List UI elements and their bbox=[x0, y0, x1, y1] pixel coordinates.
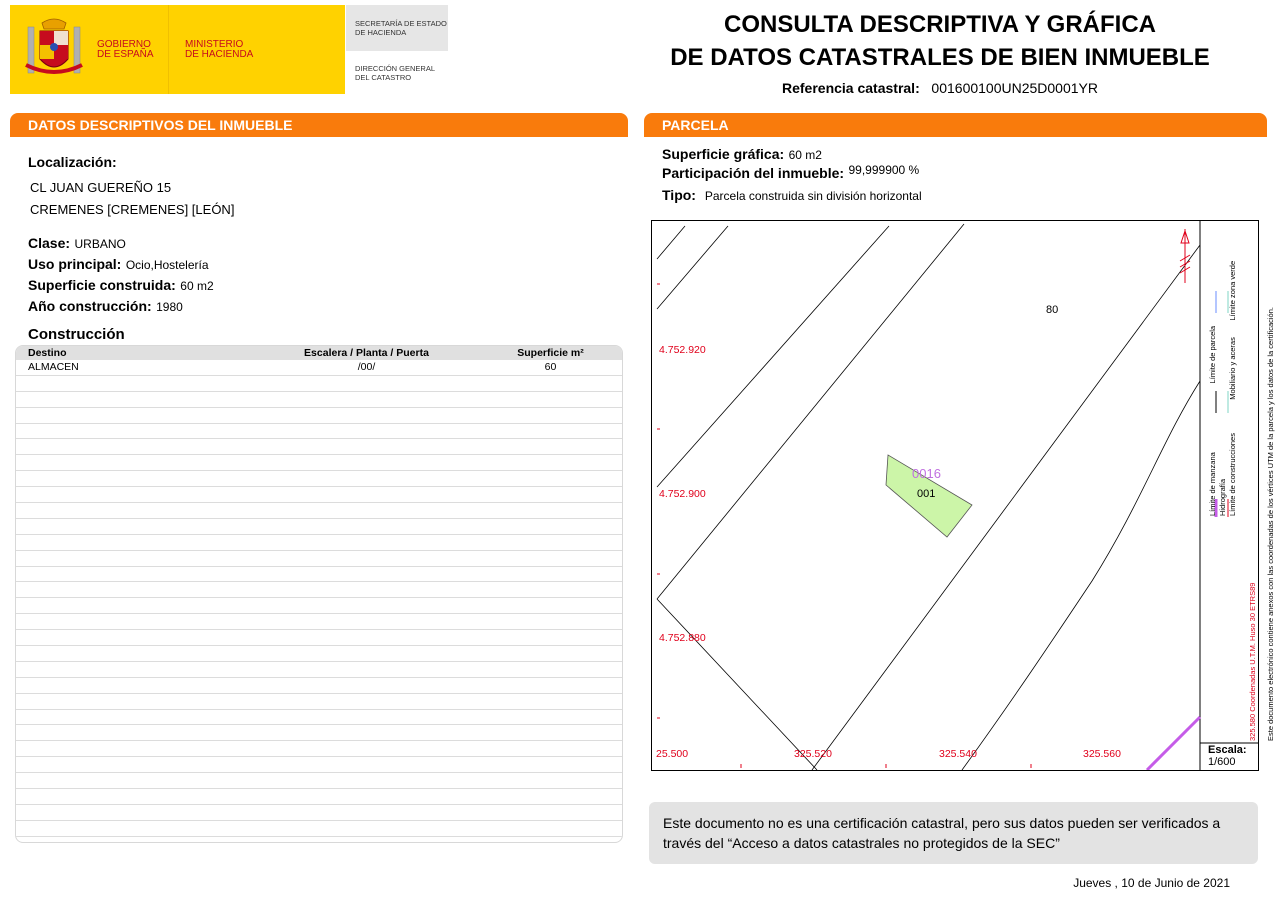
legend-mobiliario: Mobiliario y aceras bbox=[1228, 337, 1237, 400]
table-row bbox=[16, 535, 622, 551]
table-row bbox=[16, 424, 622, 440]
construccion-table bbox=[15, 345, 623, 843]
table-row bbox=[16, 408, 622, 424]
y-label: 4.752.920 bbox=[659, 344, 706, 356]
legend-manzana: Límite de manzana bbox=[1208, 452, 1217, 516]
address-line-2: CREMENES [CREMENES] [LEÓN] bbox=[30, 202, 235, 217]
table-row bbox=[16, 630, 622, 646]
document-date: Jueves , 10 de Junio de 2021 bbox=[1073, 876, 1230, 890]
coords-note: 325.580 Coordenadas U.T.M. Huso 30 ETRS89 bbox=[1248, 582, 1257, 741]
table-header bbox=[16, 346, 622, 360]
logo-divider bbox=[168, 5, 169, 94]
map-line bbox=[812, 245, 1200, 770]
coat-of-arms-icon bbox=[22, 15, 86, 83]
map-line bbox=[657, 226, 685, 259]
table-row bbox=[16, 662, 622, 678]
legend-construcciones: Límite de construcciones bbox=[1228, 433, 1237, 516]
table-row bbox=[16, 582, 622, 598]
legend-parcela: Límite de parcela bbox=[1208, 325, 1217, 384]
header-escalera: Escalera / Planta / Puerta bbox=[304, 347, 429, 359]
y-label: 4.752.900 bbox=[659, 488, 706, 500]
x-label: 325.560 bbox=[1083, 748, 1121, 760]
table-row bbox=[16, 376, 622, 392]
table-row bbox=[16, 678, 622, 694]
cell-escalera: /00/ bbox=[357, 361, 376, 373]
legend-zona-verde: Límite zona verde bbox=[1228, 260, 1237, 321]
x-label: 25.500 bbox=[656, 748, 689, 760]
superficie-row: Superficie construida: 60 m2 bbox=[28, 277, 214, 293]
clase-row: Clase: URBANO bbox=[28, 235, 126, 251]
table-row bbox=[16, 757, 622, 773]
x-label: 325.540 bbox=[939, 748, 977, 760]
north-arrow-icon bbox=[1180, 229, 1190, 283]
parcel-number-label: 80 bbox=[1046, 304, 1059, 316]
y-label: 4.752.880 bbox=[659, 632, 706, 644]
ministerio-text: MINISTERIO DE HACIENDA bbox=[185, 39, 254, 60]
table-row bbox=[16, 805, 622, 821]
localizacion-label: Localización: bbox=[28, 154, 117, 170]
cell-superficie: 60 bbox=[544, 361, 557, 373]
table-row bbox=[16, 694, 622, 710]
table-row bbox=[16, 567, 622, 583]
map-line bbox=[657, 599, 817, 770]
table-row bbox=[16, 773, 622, 789]
map-line bbox=[657, 226, 889, 487]
tipo-row: Tipo: Parcela construida sin división horizontal bbox=[662, 187, 922, 203]
cadastral-map[interactable] bbox=[651, 220, 1275, 771]
table-row bbox=[16, 519, 622, 535]
header-destino: Destino bbox=[28, 347, 67, 359]
header-superficie: Superficie m² bbox=[517, 347, 584, 359]
uso-row: Uso principal: Ocio,Hostelería bbox=[28, 256, 209, 272]
escala-box: Escala: 1/600 bbox=[1208, 744, 1247, 768]
table-row bbox=[16, 471, 622, 487]
superficie-grafica-row: Superficie gráfica: 60 m2 bbox=[662, 146, 822, 162]
cell-destino: ALMACEN bbox=[28, 361, 79, 373]
inmueble-section-header: DATOS DESCRIPTIVOS DEL INMUEBLE bbox=[10, 113, 628, 137]
table-row bbox=[16, 725, 622, 741]
verification-note: Este documento no es una certificación catastral, pero sus datos pueden ser verificados a través del “Acceso a datos catastrales no protegidos de la SEC” bbox=[649, 802, 1258, 864]
table-row bbox=[16, 741, 622, 757]
table-row bbox=[16, 551, 622, 567]
table-row bbox=[16, 614, 622, 630]
table-body bbox=[16, 360, 622, 837]
parcel-code-label: 0016 bbox=[912, 466, 941, 481]
table-row bbox=[16, 360, 622, 376]
table-row bbox=[16, 392, 622, 408]
map-line bbox=[657, 224, 964, 599]
address-line-1: CL JUAN GUEREÑO 15 bbox=[30, 180, 172, 195]
map-legend bbox=[1208, 231, 1275, 741]
gobierno-text: GOBIERNO DE ESPAÑA bbox=[97, 39, 154, 60]
referencia-catastral: Referencia catastral: 001600100UN25D0001YR bbox=[782, 80, 1098, 96]
construccion-title: Construcción bbox=[28, 326, 125, 343]
table-row bbox=[16, 789, 622, 805]
map-line bbox=[962, 381, 1200, 770]
table-row bbox=[16, 710, 622, 726]
parcela-section-header: PARCELA bbox=[644, 113, 1267, 137]
legend-hidrografia: Hidrografía bbox=[1218, 478, 1227, 516]
map-line bbox=[657, 226, 728, 309]
electronic-note: Este documento electrónico contiene anexos con las coordenadas de los vértices UTM de la parcela y los datos de la certificación. bbox=[1266, 307, 1275, 741]
table-row bbox=[16, 455, 622, 471]
x-label: 325.520 bbox=[794, 748, 832, 760]
building-code-label: 001 bbox=[917, 488, 936, 500]
map-canvas bbox=[652, 221, 1258, 770]
table-row bbox=[16, 821, 622, 837]
manzana-line bbox=[1147, 717, 1200, 770]
participacion-row: Participación del inmueble: $^{99,999900 \%}$ bbox=[662, 163, 920, 181]
direccion-text: DIRECCIÓN GENERAL DEL CATASTRO bbox=[355, 64, 436, 82]
table-row bbox=[16, 598, 622, 614]
secretaria-text: SECRETARÍA DE ESTADO DE HACIENDA bbox=[355, 19, 447, 37]
table-row bbox=[16, 646, 622, 662]
table-row bbox=[16, 439, 622, 455]
table-row bbox=[16, 487, 622, 503]
anio-row: Año construcción: 1980 bbox=[28, 298, 183, 314]
table-row bbox=[16, 503, 622, 519]
page-title: CONSULTA DESCRIPTIVA Y GRÁFICA DE DATOS CATASTRALES DE BIEN INMUEBLE bbox=[670, 11, 1210, 71]
